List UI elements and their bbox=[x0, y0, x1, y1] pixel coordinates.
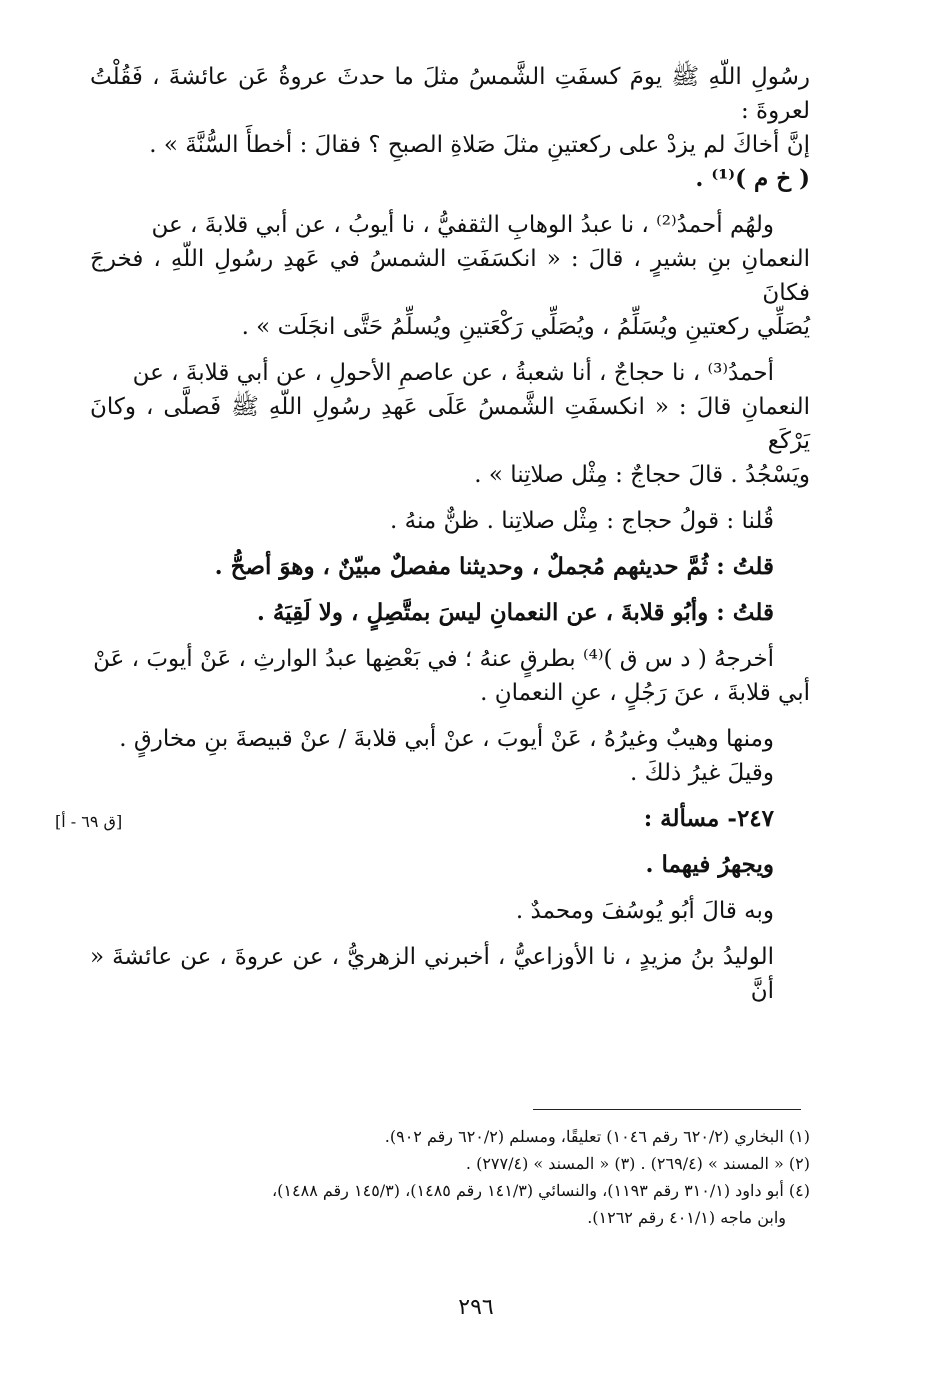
footnotes bbox=[90, 1123, 810, 1231]
text-line: إنَّ أخاكَ لم يزدْ على ركعتينِ مثلَ صَلاةِ الصبحِ ؟ فقالَ : أخطأَ السُّنَّةَ » . bbox=[149, 132, 810, 158]
text-line: قُلنا : قولُ حجاج : مِثْل صلاتِنا . ظنٌّ منهُ . bbox=[390, 508, 774, 534]
footnote: وابن ماجه (٤٠١/١ رقم ١٢٦٢). bbox=[587, 1208, 786, 1227]
text-line: ولهُم أحمدُ⁽²⁾ ، نا عبدُ الوهابِ الثقفيُّ ، نا أيوبُ ، عن أبي قلابةَ ، عن bbox=[151, 212, 774, 238]
text-line: أحمدُ⁽³⁾ ، نا حجاجٌ ، أنا شعبةُ ، عن عاصمِ الأحولِ ، عن أبي قلابةَ ، عن bbox=[132, 360, 774, 386]
footnote-divider bbox=[533, 1109, 801, 1110]
page-number: ٢٩٦ bbox=[458, 1295, 494, 1320]
text-line: أبي قلابةَ ، عنَ رَجُلٍ ، عنِ النعمانِ . bbox=[480, 680, 810, 706]
text-line: النعمانِ قالَ : « انكسفَتِ الشَّمسُ عَلَى عَهدِ رسُولِ اللّهِ ﷺ فَصلَّى ، وكانَ يَرْكَع bbox=[90, 394, 810, 454]
text-line: الوليدُ بنُ مزيدٍ ، نا الأوزاعيُّ ، أخبرني الزهريُّ ، عن عروةَ ، عن عائشةَ « أنَّ bbox=[90, 944, 774, 1004]
text-line: رسُولِ اللّهِ ﷺ يومَ كسفَتِ الشَّمسُ مثلَ ما حدثَ عروةُ عَن عائشةَ ، فَقُلْتُ لعروةَ : bbox=[90, 64, 810, 124]
footnote: (٢) « المسند » (٢٦٩/٤) . (٣) « المسند » (٢٧٧/٤) . bbox=[465, 1154, 810, 1173]
text-line: النعمانِ بنِ بشيرٍ ، قالَ : « انكسَفَتِ الشمسُ في عَهدِ رسُولِ اللّهِ ، فخرجَ فكانَ bbox=[90, 246, 810, 306]
margin-note: [ق ٦٩ - أ] bbox=[55, 812, 123, 831]
text-line: ويجهرُ فيهما . bbox=[645, 851, 774, 878]
text-line: قلتُ : ثُمَّ حديثهم مُجملٌ ، وحديثنا مفصلٌ مبيّنٌ ، وهوَ أصحُّ . bbox=[214, 553, 774, 580]
text-line: يُصَلِّي ركعتينِ ويُسَلِّمُ ، ويُصَلِّي رَكْعَتينِ ويُسلِّمُ حَتَّى انجَلَت » . bbox=[241, 314, 810, 340]
text-line: ( خ م )⁽¹⁾ . bbox=[695, 165, 810, 192]
footnote: (١) البخاري (٦٢٠/٢ رقم ١٠٤٦) تعليقًا، ومسلم (٦٢٠/٢ رقم ٩٠٢). bbox=[384, 1127, 810, 1146]
text-line: أخرجهُ ( د س ق )⁽⁴⁾ بطرقٍ عنهُ ؛ في بَعْضِها عبدُ الوارثِ ، عَنْ أيوبَ ، عَنْ bbox=[93, 646, 774, 672]
text-line: قلتُ : وأبُو قلابةَ ، عن النعمانِ ليسَ بمتَّصِلٍ ، ولا لَقِيَهُ . bbox=[256, 599, 774, 626]
section-heading: ٢٤٧- مسألة : bbox=[643, 805, 774, 832]
text-line: ويَسْجُدُ . قالَ حجاجٌ : مِثْل صلاتِنا » . bbox=[474, 462, 810, 488]
main-text bbox=[90, 60, 810, 1008]
text-line: وبه قالَ أبُو يُوسُفَ ومحمدٌ . bbox=[515, 898, 774, 924]
footnote: (٤) أبو داود (٣١٠/١ رقم ١١٩٣)، والنسائي (١٤١/٣ رقم ١٤٨٥)، (١٤٥/٣ رقم ١٤٨٨)، bbox=[272, 1181, 810, 1200]
text-line: ومنها وهيبٌ وغيرُهُ ، عَنْ أيوبَ ، عنْ أبي قلابةَ / عنْ قبيصةَ بنِ مخارقٍ . bbox=[119, 726, 774, 752]
text-line: وقيلَ غيرُ ذلكَ . bbox=[630, 760, 774, 786]
